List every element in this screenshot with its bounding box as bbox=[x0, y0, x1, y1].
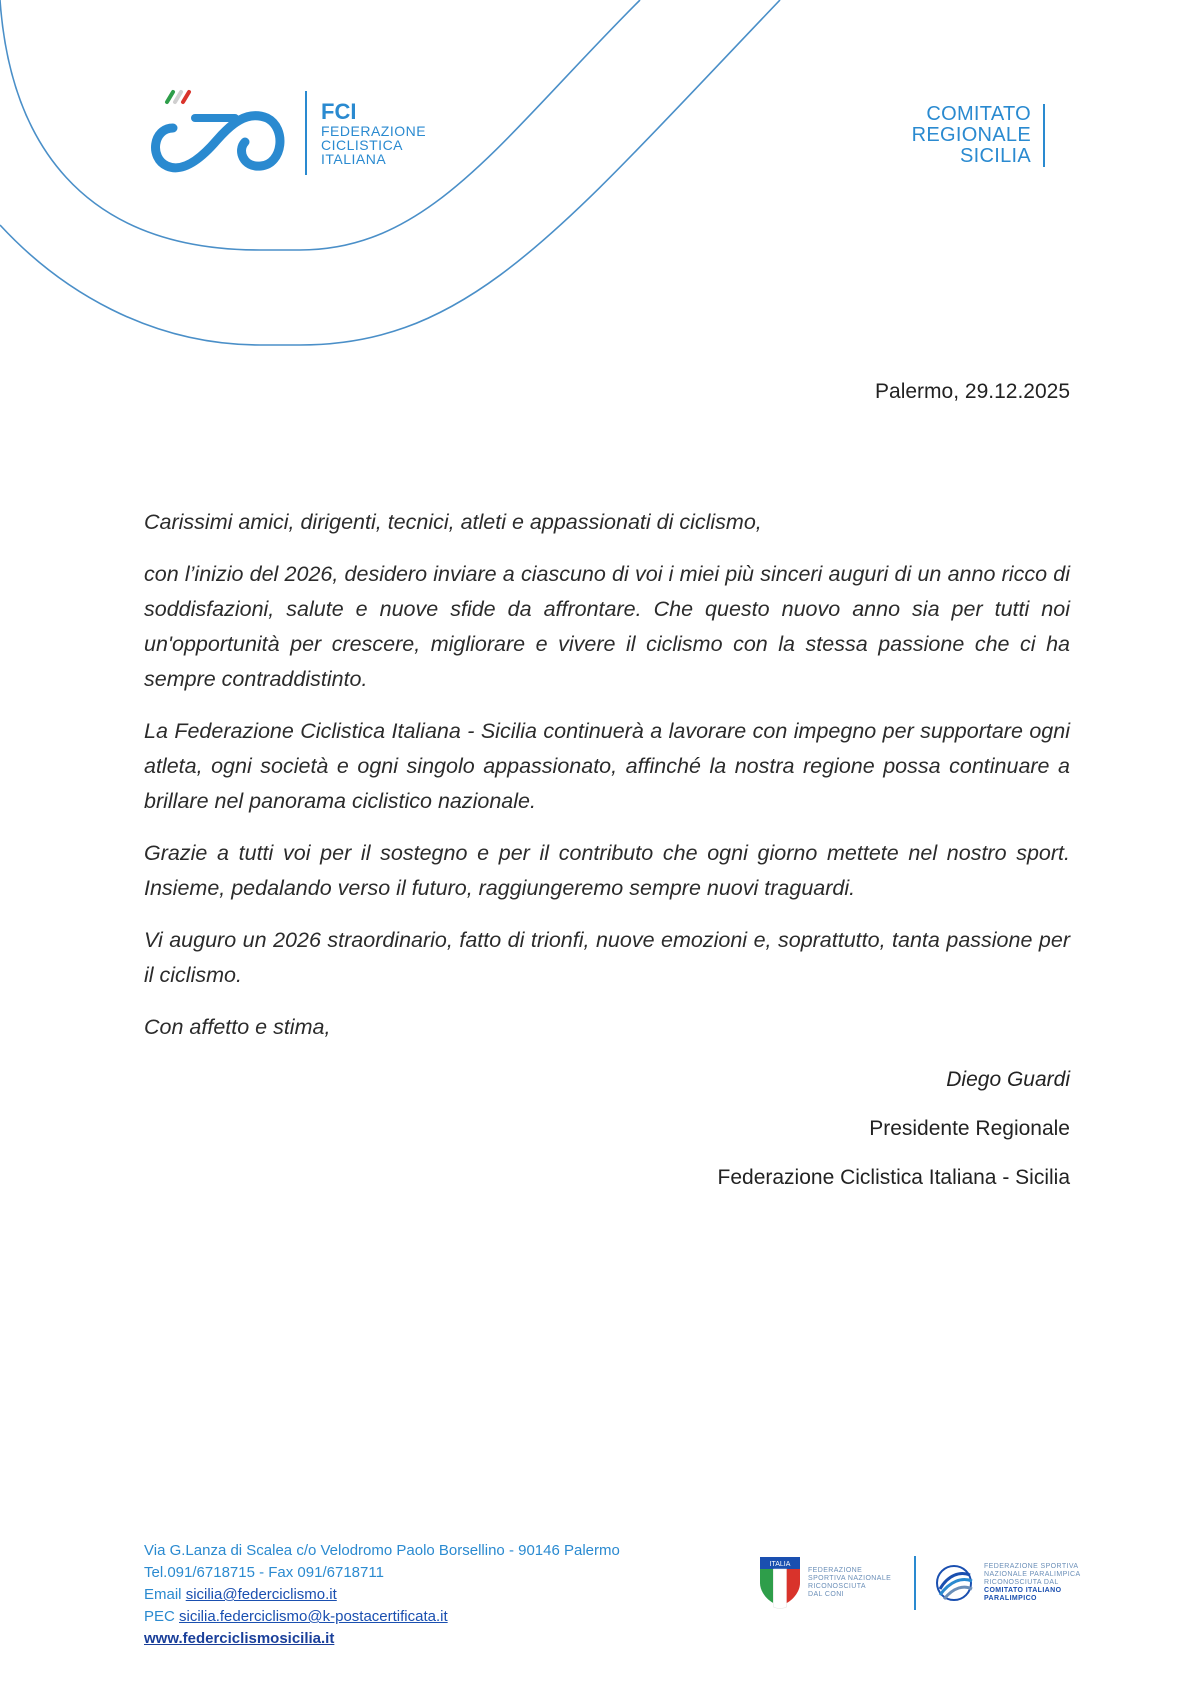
website-link[interactable]: www.federciclismosicilia.it bbox=[144, 1630, 335, 1647]
letter-paragraph: con l’inizio del 2026, desidero inviare a ciascuno di voi i miei più sinceri auguri di un anno ricco di soddisfazioni, salute e nuove sfide da affrontare. Che questo nuovo anno sia per tutti noi un'opportunità per crescere, migliorare e vivere il ciclismo con la stessa passione che ci ha sempre contraddistinto. bbox=[144, 562, 1070, 691]
signer-name: Diego Guardi bbox=[946, 1068, 1070, 1091]
italy-shield-icon bbox=[760, 1557, 800, 1609]
coni-text-2: SPORTIVA NAZIONALE bbox=[808, 1575, 892, 1582]
letter-paragraph: Grazie a tutti voi per il sostegno e per il contributo che ogni giorno mettete nel nostro sport. Insieme, pedalando verso il futuro, raggiungeremo sempre nuovi traguardi. bbox=[144, 841, 1070, 900]
letter-paragraph: La Federazione Ciclistica Italiana - Sicilia continuerà a lavorare con impegno per supportare ogni atleta, ogni società e ogni singolo appassionato, affinché la nostra regione possa continuare a brillare nel panorama ciclistico nazionale. bbox=[144, 719, 1070, 813]
para-text-5: PARALIMPICO bbox=[984, 1595, 1037, 1602]
footer-address: Via G.Lanza di Scalea c/o Velodromo Paolo Borsellino - 90146 Palermo bbox=[144, 1542, 620, 1559]
coni-text-1: FEDERAZIONE bbox=[808, 1567, 863, 1574]
coni-badge bbox=[760, 1557, 898, 1609]
footer-pec-row bbox=[144, 1606, 620, 1628]
signer-organization: Federazione Ciclistica Italiana - Sicilia bbox=[717, 1166, 1070, 1189]
para-text-4: COMITATO ITALIANO bbox=[984, 1587, 1062, 1594]
signer-role: Presidente Regionale bbox=[869, 1117, 1070, 1140]
footer-email-row bbox=[144, 1584, 620, 1606]
letter-date: Palermo, 29.12.2025 bbox=[875, 380, 1070, 403]
logo-abbr: FCI bbox=[321, 99, 357, 124]
letter-paragraph: Vi auguro un 2026 straordinario, fatto di trionfi, nuove emozioni e, soprattutto, tanta passione per il ciclismo. bbox=[144, 928, 1070, 987]
bicycle-logo-icon bbox=[145, 88, 291, 178]
logo-line-3: ITALIANA bbox=[321, 151, 387, 167]
paralympic-badge bbox=[932, 1563, 1099, 1603]
shield-label: ITALIA bbox=[769, 1561, 791, 1568]
email-label: Email bbox=[144, 1586, 182, 1603]
paralympic-badge-text bbox=[984, 1563, 1099, 1603]
letter-closing: Con affetto e stima, bbox=[144, 1015, 331, 1039]
logo-line-2: CICLISTICA bbox=[321, 137, 404, 153]
pec-link[interactable]: sicilia.federciclismo@k-postacertificata.it bbox=[179, 1608, 448, 1625]
email-link[interactable]: sicilia@federciclismo.it bbox=[185, 1586, 337, 1603]
coni-text-4: DAL CONI bbox=[808, 1591, 845, 1598]
letter-body bbox=[144, 505, 1070, 1062]
committee-line-3: SICILIA bbox=[959, 145, 1031, 167]
logo-divider bbox=[305, 91, 307, 175]
para-text-3: RICONOSCIUTA DAL bbox=[984, 1579, 1059, 1586]
paralympic-logo-icon bbox=[932, 1563, 976, 1603]
fci-logo bbox=[145, 88, 426, 178]
header-curve-decoration bbox=[0, 0, 1200, 380]
para-text-1: FEDERAZIONE SPORTIVA bbox=[984, 1563, 1079, 1570]
letter-salutation: Carissimi amici, dirigenti, tecnici, atleti e appassionati di ciclismo, bbox=[144, 510, 762, 534]
coni-text-3: RICONOSCIUTA bbox=[808, 1583, 866, 1590]
logo-text bbox=[321, 100, 426, 166]
pec-label: PEC bbox=[144, 1608, 175, 1625]
regional-committee-label bbox=[912, 104, 1045, 167]
committee-line-1: COMITATO bbox=[926, 103, 1031, 125]
committee-line-2: REGIONALE bbox=[911, 124, 1031, 146]
coni-badge-text bbox=[808, 1567, 898, 1599]
badge-separator bbox=[914, 1556, 916, 1610]
signature-block bbox=[718, 1062, 1070, 1209]
footer-contacts bbox=[144, 1540, 620, 1650]
logo-line-1: FEDERAZIONE bbox=[321, 123, 427, 139]
para-text-2: NAZIONALE PARALIMPICA bbox=[984, 1571, 1081, 1578]
footer-phone: Tel.091/6718715 - Fax 091/6718711 bbox=[144, 1564, 384, 1581]
footer-badges bbox=[760, 1556, 1099, 1610]
